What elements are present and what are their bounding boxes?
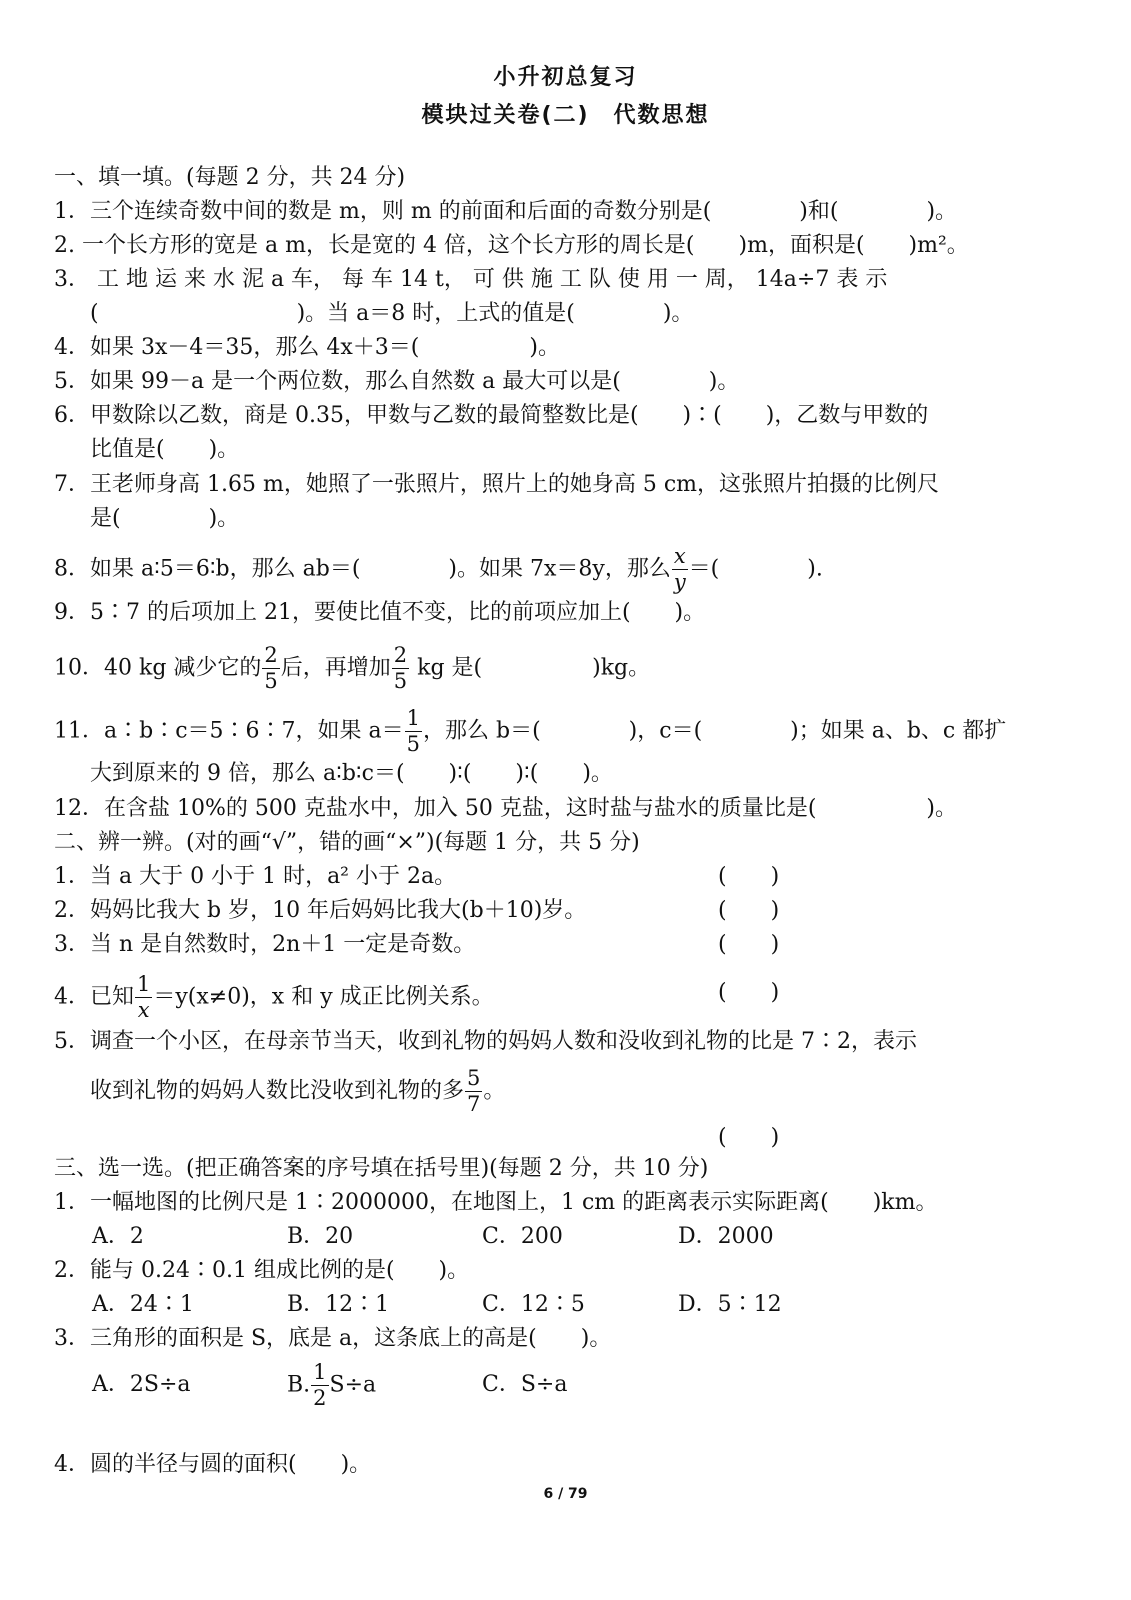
s1-q6-line2: 比值是( )。 xyxy=(90,437,240,462)
s3-q2-option-b: B．12∶1 xyxy=(287,1292,390,1317)
option-b-letter: B. xyxy=(287,1372,311,1398)
s1-q3-line1: 3． 工 地 运 来 水 泥 a 车， 每 车 14 t， 可 供 施 工 队 使 用 一 周， 14a÷7 表 示 xyxy=(54,267,888,292)
s1-q8-fraction xyxy=(672,546,688,593)
s1-q10 xyxy=(54,645,650,692)
s1-q11-line2: 大到原来的 9 倍，那么 a∶b∶c＝( )∶( )∶( )。 xyxy=(90,761,613,786)
s2-q5-line1: 5．调查一个小区，在母亲节当天，收到礼物的妈妈人数和没收到礼物的比是 7∶2，表示 xyxy=(54,1029,917,1054)
fraction-numerator: 2 xyxy=(393,643,408,667)
s1-q10-text-a: 10．40 kg 减少它的 xyxy=(54,655,262,681)
s3-q2-option-d: D．5∶12 xyxy=(678,1292,782,1317)
s2-q4-text-b: ＝y(x≠0)，x 和 y 成正比例关系。 xyxy=(153,984,494,1010)
s2-q4-fraction xyxy=(135,974,152,1021)
s1-q10-text-b: 后，再增加 xyxy=(280,655,391,681)
s3-q3-option-a: A．2S÷a xyxy=(92,1372,191,1397)
s1-q11-fraction xyxy=(405,708,422,755)
s3-q4: 4．圆的半径与圆的面积( )。 xyxy=(54,1452,372,1477)
s2-q5-line2 xyxy=(90,1068,505,1115)
s2-q5-fraction xyxy=(465,1068,482,1115)
fraction-denominator: 7 xyxy=(467,1092,481,1116)
s1-q8-text-a: 8．如果 a∶5＝6∶b，那么 ab＝( )。如果 7x＝8y，那么 xyxy=(54,556,671,582)
s1-q4: 4．如果 3x－4＝35，那么 4x＋3＝( )。 xyxy=(54,335,560,360)
s1-q10-text-c: kg 是( )kg。 xyxy=(410,655,651,681)
fraction-numerator: 5 xyxy=(467,1066,481,1090)
doc-subtitle: 模块过关卷(二) 代数思想 xyxy=(421,103,710,128)
s3-q2-option-a: A．24∶1 xyxy=(92,1292,194,1317)
s3-q1: 1．一幅地图的比例尺是 1∶2000000，在地图上，1 cm 的距离表示实际距离( )km。 xyxy=(54,1190,938,1215)
section3-heading: 三、选一选。(把正确答案的序号填在括号里)(每题 2 分，共 10 分) xyxy=(54,1156,709,1181)
s1-q8-text-b: ＝( ). xyxy=(688,556,823,582)
s3-q2-option-c: C．12∶5 xyxy=(482,1292,585,1317)
s1-q11-line1 xyxy=(54,708,1006,755)
s2-q5-text-b: 。 xyxy=(483,1078,506,1104)
s1-q8 xyxy=(54,546,823,593)
s1-q7-line1: 7．王老师身高 1.65 m，她照了一张照片，照片上的她身高 5 cm，这张照片拍摄的比例尺 xyxy=(54,472,939,497)
option-b-text: S÷a xyxy=(329,1372,377,1398)
s2-q4-answer-paren: ( ) xyxy=(718,980,780,1005)
s1-q12: 12．在含盐 10%的 500 克盐水中，加入 50 克盐，这时盐与盐水的质量比是( )。 xyxy=(54,796,958,821)
s3-q1-option-d: D．2000 xyxy=(678,1224,774,1249)
s2-q1: 1．当 a 大于 0 小于 1 时，a² 小于 2a。 xyxy=(54,864,457,889)
s1-q10-fraction-1 xyxy=(262,645,279,692)
s1-q10-fraction-2 xyxy=(392,645,409,692)
fraction-numerator: 1 xyxy=(137,972,151,996)
fraction-denominator: 2 xyxy=(313,1386,327,1410)
fraction-denominator: 5 xyxy=(406,732,420,756)
s1-q11-text-a: 11．a∶b∶c＝5∶6∶7，如果 a＝ xyxy=(54,718,404,744)
s1-q9: 9．5∶7 的后项加上 21，要使比值不变，比的前项应加上( )。 xyxy=(54,600,706,625)
s1-q5: 5．如果 99－a 是一个两位数，那么自然数 a 最大可以是( )。 xyxy=(54,369,740,394)
section2-heading: 二、辨一辨。(对的画“√”，错的画“×”)(每题 1 分，共 5 分) xyxy=(54,830,640,855)
s2-q4 xyxy=(54,974,494,1021)
s1-q2: 2. 一个长方形的宽是 a m，长是宽的 4 倍，这个长方形的周长是( )m，面积是( )m²。 xyxy=(54,233,969,258)
s1-q7-line2: 是( )。 xyxy=(90,506,240,531)
s3-q3: 3．三角形的面积是 S，底是 a，这条底上的高是( )。 xyxy=(54,1326,612,1351)
fraction-numerator: x xyxy=(673,544,686,568)
s2-q3: 3．当 n 是自然数时，2n＋1 一定是奇数。 xyxy=(54,932,476,957)
fraction-numerator: 1 xyxy=(313,1360,327,1384)
s2-q5-answer-paren: ( ) xyxy=(718,1125,780,1150)
s2-q2: 2．妈妈比我大 b 岁，10 年后妈妈比我大(b＋10)岁。 xyxy=(54,898,587,923)
s3-q1-option-b: B．20 xyxy=(287,1224,354,1249)
fraction-denominator: 5 xyxy=(264,669,278,693)
s1-q6-line1: 6．甲数除以乙数，商是 0.35，甲数与乙数的最简整数比是( )∶( )，乙数与甲数的 xyxy=(54,403,929,428)
s1-q3-line2: ( )。当 a＝8 时，上式的值是( )。 xyxy=(90,301,694,326)
s2-q1-answer-paren: ( ) xyxy=(718,864,780,889)
s2-q2-answer-paren: ( ) xyxy=(718,898,780,923)
s1-q11-text-b: ，那么 b＝( )，c＝( )；如果 a、b、c 都扩 xyxy=(423,718,1007,744)
s3-q1-option-a: A．2 xyxy=(92,1224,144,1249)
s3-q2: 2．能与 0.24∶0.1 组成比例的是( )。 xyxy=(54,1258,470,1283)
doc-title: 小升初总复习 xyxy=(493,65,638,90)
section1-heading: 一、填一填。(每题 2 分，共 24 分) xyxy=(54,165,406,190)
s2-q5-text-a: 收到礼物的妈妈人数比没收到礼物的多 xyxy=(90,1078,465,1104)
fraction-denominator: x xyxy=(137,998,150,1022)
s3-q1-option-c: C．200 xyxy=(482,1224,563,1249)
fraction-numerator: 2 xyxy=(264,643,278,667)
s3-q3-option-b-fraction xyxy=(311,1362,328,1409)
s2-q4-text-a: 4．已知 xyxy=(54,984,134,1010)
page-number: 6 / 79 xyxy=(543,1486,588,1502)
s2-q3-answer-paren: ( ) xyxy=(718,932,780,957)
fraction-denominator: y xyxy=(673,570,686,594)
s3-q3-option-c: C．S÷a xyxy=(482,1372,568,1397)
fraction-numerator: 1 xyxy=(406,706,420,730)
s3-q3-option-b xyxy=(287,1362,376,1409)
fraction-denominator: 5 xyxy=(393,669,408,693)
s1-q1: 1．三个连续奇数中间的数是 m，则 m 的前面和后面的奇数分别是( )和( )。 xyxy=(54,199,958,224)
